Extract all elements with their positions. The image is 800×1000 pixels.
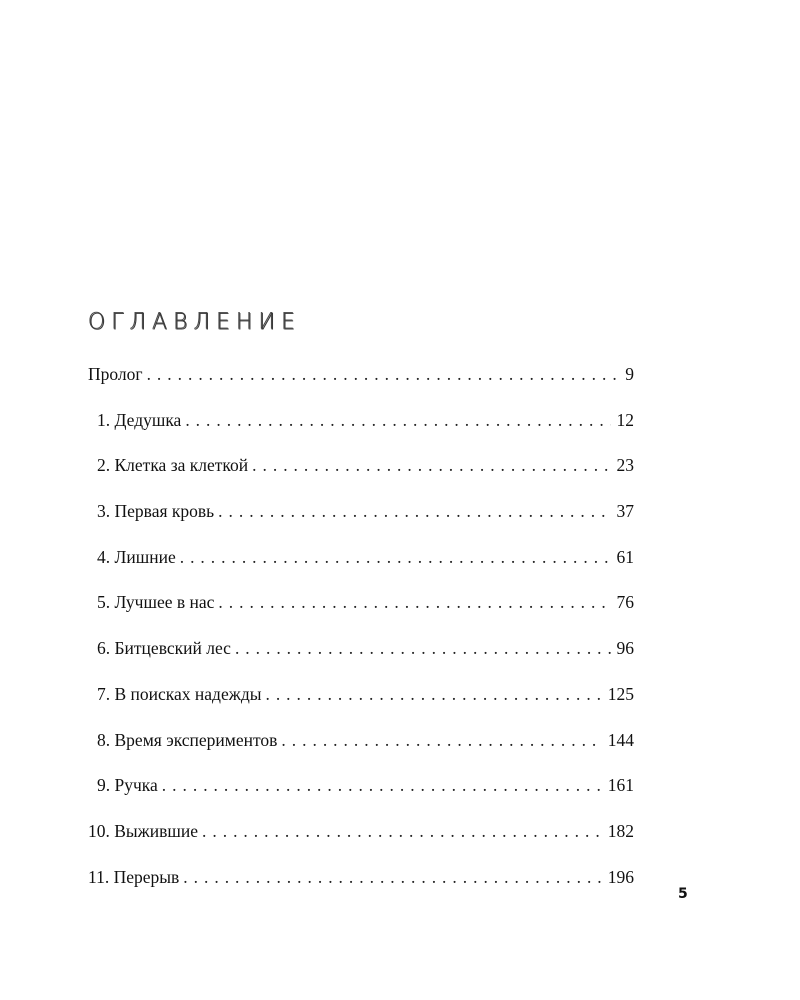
dot-leader [218,501,610,522]
toc-entry-page-number: 9 [625,364,634,384]
toc-entry-page-number: 196 [607,866,634,887]
toc-entry-page-number: 61 [616,546,634,567]
toc-entry-label: 7. В поисках надежды [97,683,262,704]
dot-leader [180,547,611,568]
toc-entry-label: 6. Битцевский лес [97,638,231,659]
toc-entry-label: 4. Лишние [97,546,176,567]
toc-entry-label: 8. Время экспериментов [97,729,278,750]
toc-heading [88,310,301,335]
dot-leader [235,638,611,659]
toc-entry [88,730,634,776]
dot-leader [202,821,602,842]
toc-entry-label: 3. Первая кровь [97,501,215,522]
page-number: 5 [678,886,688,902]
toc-entry [88,592,634,638]
toc-entry [88,684,634,730]
toc-entry-page-number: 76 [616,592,634,613]
toc-entry-page-number: 96 [616,638,634,659]
toc-entry-page-number: 125 [607,683,634,704]
toc-entry [88,410,634,456]
toc-entry-page-number: 182 [607,820,634,841]
toc-entry-page-number: 161 [607,775,634,796]
toc-entry-label: 11. Перерыв [88,866,180,887]
dot-leader [162,775,602,796]
toc-entry [88,775,634,821]
dot-leader [265,684,601,705]
dot-leader [183,867,601,888]
toc-entry-page-number: 12 [616,409,634,430]
toc-heading-text: ОГЛАВЛЕНИЕ [88,310,302,335]
dot-leader [185,410,610,431]
toc-list [88,364,634,912]
toc-entry [88,867,634,913]
toc-entry-label: 10. Выжившие [88,820,199,841]
toc-entry-label: 9. Ручка [97,775,158,796]
toc-entry-label: 5. Лучшее в нас [97,592,215,613]
toc-entry-label: 1. Дедушка [97,409,182,430]
dot-leader [281,730,601,751]
toc-entry-label: Пролог [88,364,143,384]
toc-entry [88,638,634,684]
toc-entry [88,501,634,547]
toc-entry-label: 2. Клетка за клеткой [97,455,249,476]
toc-entry-page-number: 23 [616,455,634,476]
toc-entry [88,821,634,867]
toc-entry [88,455,634,501]
dot-leader [147,364,620,385]
toc-entry [88,364,634,410]
toc-entry [88,547,634,593]
toc-entry-page-number: 144 [607,729,634,750]
toc-entry-page-number: 37 [616,501,634,522]
dot-leader [252,455,610,476]
dot-leader [218,592,610,613]
